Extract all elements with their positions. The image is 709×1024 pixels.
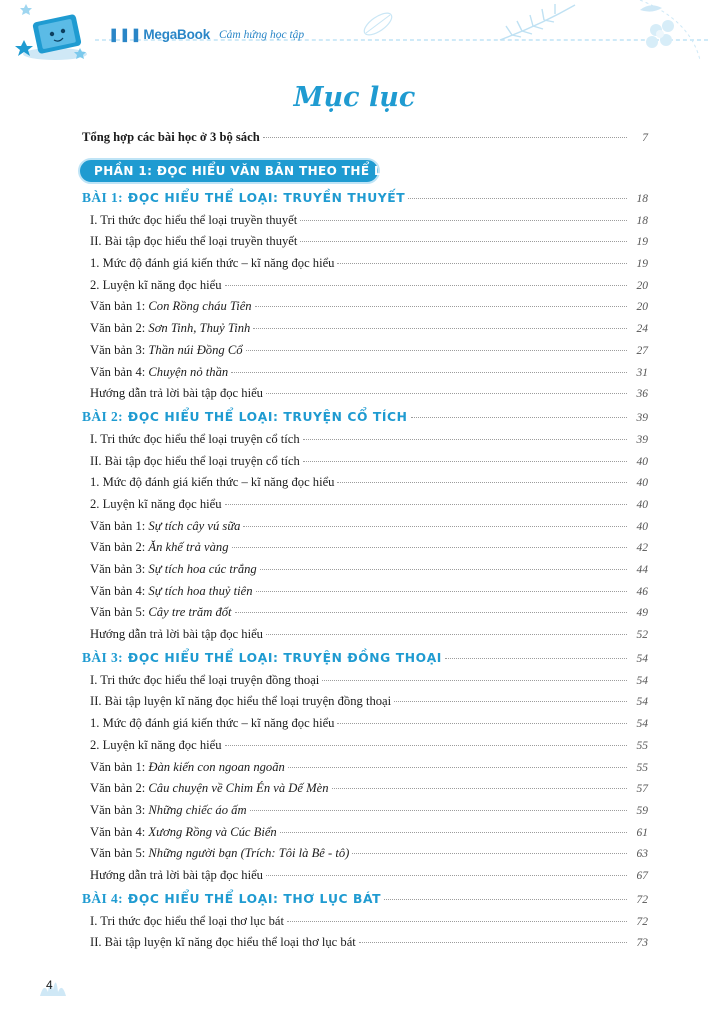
text-title: Xương Rồng và Cúc Biển [148, 824, 277, 839]
part-banner-text: PHẦN 1: ĐỌC HIỂU VĂN BẢN THEO THỂ LOẠI [94, 163, 407, 178]
toc-label: I. Tri thức đọc hiểu thể loại truyền thuyết [90, 212, 298, 227]
toc-page: 18 [636, 214, 648, 227]
page-title: Mục lục [293, 82, 416, 113]
toc-label: 1. Mức độ đánh giá kiến thức – kĩ năng đọc hiểu [90, 256, 335, 271]
dot-leader [300, 220, 627, 221]
text-prefix: Văn bản 2: [90, 321, 149, 336]
lesson-title: ĐỌC HIỂU THỂ LOẠI: TRUYỀN THUYẾT [127, 190, 406, 205]
toc-row[interactable] [82, 914, 648, 936]
dot-leader [303, 439, 627, 440]
toc-page: 63 [636, 848, 648, 861]
dot-leader [235, 612, 627, 613]
toc-page: 57 [636, 783, 648, 796]
text-title: Đàn kiến con ngoan ngoãn [148, 759, 285, 774]
toc-row[interactable] [82, 627, 648, 649]
toc-row[interactable] [82, 454, 648, 476]
text-title: Con Rồng cháu Tiên [148, 299, 252, 314]
toc-page: 40 [636, 520, 648, 533]
dot-leader [246, 350, 627, 351]
text-title: Câu chuyện về Chim Én và Dế Mèn [148, 781, 329, 796]
toc-page: 55 [636, 761, 648, 774]
toc-row[interactable] [82, 803, 648, 825]
toc-row[interactable] [82, 365, 648, 387]
dot-leader [266, 875, 627, 876]
dot-leader [300, 241, 627, 242]
toc-row[interactable] [82, 584, 648, 606]
toc-row[interactable] [82, 213, 648, 235]
toc-page: 20 [636, 279, 648, 292]
toc-label: I. Tri thức đọc hiểu thể loại thơ lục bát [90, 913, 284, 928]
lesson-title: ĐỌC HIỂU THỂ LOẠI: THƠ LỤC BÁT [127, 891, 382, 906]
dot-leader [337, 482, 627, 483]
toc-label: II. Bài tập đọc hiểu thể loại truyện cổ tích [90, 453, 300, 468]
toc-page: 39 [636, 433, 648, 446]
toc-row[interactable] [82, 475, 648, 497]
toc-page: 36 [636, 388, 648, 401]
lesson-number: BÀI 2: [82, 408, 124, 424]
text-prefix: Văn bản 4: [90, 824, 149, 839]
dot-leader [232, 547, 628, 548]
dot-leader [260, 569, 627, 570]
toc-label: 2. Luyện kĩ năng đọc hiểu [90, 277, 222, 292]
toc-page: 40 [636, 455, 648, 468]
text-prefix: Văn bản 2: [90, 540, 149, 555]
toc-row[interactable] [82, 760, 648, 782]
toc-page: 31 [636, 366, 648, 379]
toc-row[interactable] [82, 562, 648, 584]
text-prefix: Văn bản 2: [90, 781, 149, 796]
dot-leader [243, 526, 627, 527]
dot-leader [352, 853, 627, 854]
lesson-number: BÀI 4: [82, 890, 124, 906]
text-title: Những người bạn (Trích: Tôi là Bê - tô) [148, 846, 350, 861]
text-prefix: Văn bản 4: [90, 583, 149, 598]
dot-leader [225, 745, 627, 746]
text-title: Sự tích hoa cúc trắng [148, 562, 257, 576]
toc-page: 72 [636, 893, 648, 906]
dot-leader [288, 767, 627, 768]
dot-leader [225, 504, 627, 505]
text-prefix: Văn bản 5: [90, 846, 149, 861]
toc-lesson-1[interactable] [82, 190, 648, 213]
toc-page: 42 [636, 542, 648, 555]
text-prefix: Văn bản 1: [90, 299, 149, 314]
toc-page: 52 [636, 629, 648, 642]
toc-row[interactable] [82, 497, 648, 519]
toc-label: 2. Luyện kĩ năng đọc hiểu [90, 737, 222, 752]
dot-leader [411, 417, 627, 418]
dot-leader [280, 832, 627, 833]
dot-leader [384, 899, 627, 900]
page-number [38, 972, 68, 1000]
toc-page: 7 [642, 132, 648, 144]
brand-name: MegaBook [143, 27, 211, 42]
text-prefix: Văn bản 1: [90, 518, 149, 533]
dot-leader [256, 591, 627, 592]
toc-page: 39 [636, 411, 648, 424]
fern-icon [500, 4, 575, 40]
toc-lesson-4[interactable] [82, 891, 648, 914]
toc-page: 27 [636, 344, 648, 357]
toc-page: 40 [636, 498, 648, 511]
toc-lesson-3[interactable] [82, 650, 648, 673]
dot-leader [255, 306, 627, 307]
dot-leader [322, 680, 627, 681]
dot-leader [250, 810, 627, 811]
toc-page: 54 [636, 718, 648, 731]
toc-page: 55 [636, 739, 648, 752]
toc-page: 59 [636, 804, 648, 817]
toc-label: I. Tri thức đọc hiểu thể loại truyện đồng thoại [90, 672, 320, 687]
toc-row[interactable] [82, 825, 648, 847]
toc-label: Hướng dẫn trả lời bài tập đọc hiểu [90, 386, 263, 401]
toc-row-intro[interactable] [82, 130, 648, 152]
toc-row[interactable] [82, 234, 648, 256]
dot-leader [337, 263, 627, 264]
text-title: Những chiếc áo ấm [148, 802, 247, 817]
toc-label: II. Bài tập luyện kĩ năng đọc hiểu thể loại truyện đồng thoại [90, 694, 392, 709]
book-mascot-icon [15, 4, 87, 60]
toc-page: 72 [636, 915, 648, 928]
text-prefix: Văn bản 4: [90, 364, 149, 379]
toc-row[interactable] [82, 519, 648, 541]
toc-row[interactable] [82, 386, 648, 408]
dot-leader [303, 461, 627, 462]
toc-row[interactable] [82, 299, 648, 321]
text-prefix: Văn bản 5: [90, 605, 149, 620]
toc-row[interactable] [82, 605, 648, 627]
dot-leader [253, 328, 627, 329]
dot-leader [359, 942, 627, 943]
toc-page: 49 [636, 607, 648, 620]
brand-logo [108, 27, 210, 43]
toc-row[interactable] [82, 935, 648, 957]
toc-label: II. Bài tập luyện kĩ năng đọc hiểu thể loại thơ lục bát [90, 935, 356, 950]
leaf-icon [361, 9, 395, 39]
text-prefix: Văn bản 3: [90, 342, 149, 357]
dot-leader [337, 723, 627, 724]
toc-row[interactable] [82, 540, 648, 562]
toc-page: 18 [636, 192, 648, 205]
header-decoration [0, 0, 709, 62]
lesson-number: BÀI 1: [82, 189, 124, 205]
flower-icon [640, 5, 674, 48]
toc-page: 73 [636, 937, 648, 950]
text-title: Cây tre trăm đốt [148, 605, 232, 620]
toc-row[interactable] [82, 738, 648, 760]
dot-leader [266, 634, 627, 635]
brand-tagline: Cảm hứng học tập [219, 29, 305, 41]
toc-page: 20 [636, 301, 648, 314]
toc-row[interactable] [82, 432, 648, 454]
toc-page: 46 [636, 585, 648, 598]
dot-leader [287, 921, 627, 922]
text-prefix: Văn bản 3: [90, 562, 149, 576]
toc-page: 54 [636, 696, 648, 709]
toc-label: 2. Luyện kĩ năng đọc hiểu [90, 496, 222, 511]
dot-leader [394, 701, 627, 702]
megabook-logo-icon: ❚❚❚ [108, 27, 142, 42]
text-prefix: Văn bản 3: [90, 802, 149, 817]
toc-label: 1. Mức độ đánh giá kiến thức – kĩ năng đọc hiểu [90, 716, 335, 731]
toc-row[interactable] [82, 846, 648, 868]
dot-leader [266, 393, 627, 394]
text-title: Sự tích hoa thuỷ tiên [148, 583, 253, 598]
toc-label: 1. Mức độ đánh giá kiến thức – kĩ năng đọc hiểu [90, 475, 335, 490]
toc-row[interactable] [82, 256, 648, 278]
dot-leader [445, 658, 627, 659]
toc-page: 67 [636, 869, 648, 882]
dot-leader [231, 372, 627, 373]
part-banner[interactable] [78, 154, 648, 188]
toc-lesson-2[interactable] [82, 409, 648, 432]
toc-label: Hướng dẫn trả lời bài tập đọc hiểu [90, 627, 263, 642]
text-title: Thần núi Đồng Cổ [148, 342, 243, 357]
toc-label: I. Tri thức đọc hiểu thể loại truyện cổ tích [90, 431, 300, 446]
text-title: Ăn khế trả vàng [148, 540, 229, 555]
text-title: Sơn Tinh, Thuỷ Tinh [148, 321, 251, 336]
toc-page: 61 [636, 826, 648, 839]
toc-page: 40 [636, 477, 648, 490]
toc-page: 19 [636, 236, 648, 249]
text-prefix: Văn bản 1: [90, 759, 149, 774]
toc-row[interactable] [82, 321, 648, 343]
toc-page: 54 [636, 674, 648, 687]
toc-row[interactable] [82, 716, 648, 738]
toc-page: 54 [636, 652, 648, 665]
text-title: Sự tích cây vú sữa [148, 518, 241, 533]
toc-row[interactable] [82, 343, 648, 365]
lesson-number: BÀI 3: [82, 649, 124, 665]
toc-row[interactable] [82, 673, 648, 695]
toc-page: 24 [636, 323, 648, 336]
toc-page: 44 [636, 564, 648, 576]
table-of-contents [82, 130, 648, 957]
toc-row[interactable] [82, 278, 648, 300]
lesson-title: ĐỌC HIỂU THỂ LOẠI: TRUYỆN CỔ TÍCH [127, 409, 408, 424]
toc-row[interactable] [82, 868, 648, 890]
toc-label: Tổng hợp các bài học ở 3 bộ sách [82, 130, 260, 144]
text-title: Chuyện nỏ thần [148, 364, 229, 379]
lesson-title: ĐỌC HIỂU THỂ LOẠI: TRUYỆN ĐỒNG THOẠI [127, 650, 442, 665]
toc-row[interactable] [82, 781, 648, 803]
dot-leader [332, 788, 627, 789]
toc-row[interactable] [82, 694, 648, 716]
toc-page: 19 [636, 258, 648, 271]
dot-leader [263, 137, 627, 138]
dot-leader [408, 198, 627, 199]
toc-label: Hướng dẫn trả lời bài tập đọc hiểu [90, 867, 263, 882]
page-header [0, 0, 709, 62]
toc-label: II. Bài tập đọc hiểu thể loại truyền thuyết [90, 234, 298, 249]
page-number-badge-icon [38, 972, 68, 1000]
dot-leader [225, 285, 627, 286]
page-number-text: 4 [46, 978, 53, 992]
